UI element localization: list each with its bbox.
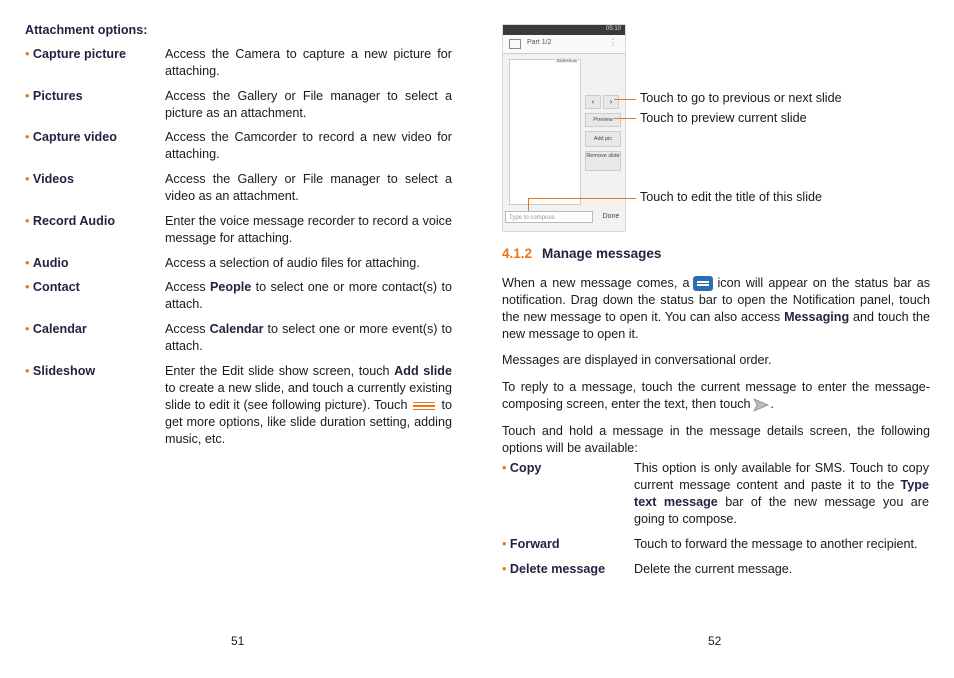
desc-videos: Access the Gallery or File manager to select a video as an attachment.	[165, 172, 452, 203]
compose-input[interactable]: Type to compose	[505, 211, 593, 223]
message-icon	[509, 39, 521, 49]
done-button[interactable]: Done	[602, 213, 620, 220]
paragraph-conversational: Messages are displayed in conversational order.	[502, 353, 772, 367]
callout-line	[614, 99, 636, 100]
message-icon	[693, 276, 713, 291]
page-number: 51	[231, 634, 245, 648]
overflow-menu-icon[interactable]: ⋮	[609, 38, 617, 47]
add-pic-button[interactable]: Add pic	[585, 131, 621, 147]
term-contact: Contact	[32, 280, 80, 294]
paragraph-new-message: When a new message comes, a icon will appear on the status bar as notification. Drag down the status bar to open the Notification panel, touch the new message to open it. You can also access Messaging and touch the new message to open it.	[502, 276, 931, 341]
preview-button[interactable]: Preview	[585, 113, 621, 127]
desc-contact: Access People to select one or more contact(s) to attach.	[165, 280, 452, 311]
term-calendar: Calendar	[32, 322, 87, 336]
desc-record-audio: Enter the voice message recorder to record a voice message for attaching.	[165, 214, 452, 245]
status-bar	[503, 25, 625, 35]
term-pictures: Pictures	[32, 89, 83, 103]
remove-slide-button[interactable]: Remove slide	[585, 151, 621, 171]
menu-icon	[413, 401, 435, 411]
desc-delete-message: Delete the current message.	[634, 562, 793, 576]
desc-pictures: Access the Gallery or File manager to select a picture as an attachment.	[165, 89, 452, 120]
phone-titlebar	[503, 35, 625, 54]
previous-slide-button[interactable]: ‹	[585, 95, 601, 109]
desc-audio: Access a selection of audio files for attaching.	[165, 256, 420, 270]
status-time: 05:10	[605, 26, 621, 32]
term-forward: Forward	[509, 537, 560, 551]
callout-line	[528, 198, 636, 199]
term-delete-message: Delete message	[509, 562, 606, 576]
desc-copy: This option is only available for SMS. Touch to copy current message content and paste it to the Type text message bar of the new message you are going to compose.	[634, 461, 929, 526]
desc-calendar: Access Calendar to select one or more event(s) to attach.	[165, 322, 453, 353]
callout-line	[614, 118, 636, 119]
term-slideshow: Slideshow	[32, 364, 96, 378]
term-capture-video: Capture video	[32, 130, 117, 144]
callout-edit-title: Touch to edit the title of this slide	[640, 190, 823, 204]
term-capture-picture: Capture picture	[32, 47, 126, 61]
send-icon	[753, 398, 769, 412]
slide-preview[interactable]	[509, 59, 581, 205]
desc-capture-video: Access the Camcorder to record a new video for attaching.	[165, 130, 452, 161]
phone-title: Part 1/2	[527, 39, 552, 46]
term-record-audio: Record Audio	[32, 214, 116, 228]
next-slide-button[interactable]: ›	[603, 95, 619, 109]
slide-label: Slideshow	[556, 58, 577, 63]
callout-preview: Touch to preview current slide	[640, 111, 807, 125]
callout-line	[528, 198, 529, 211]
callout-prev-next: Touch to go to previous or next slide	[640, 91, 842, 105]
desc-forward: Touch to forward the message to another recipient.	[634, 537, 918, 551]
desc-capture-picture: Access the Camera to capture a new picture for attaching.	[165, 47, 452, 78]
term-copy: Copy	[509, 461, 542, 475]
phone-screenshot	[502, 24, 626, 232]
page-number: 52	[708, 634, 722, 648]
paragraph-options: Touch and hold a message in the message details screen, the following options will be available:	[502, 424, 930, 455]
attachment-options-heading: Attachment options:	[25, 23, 148, 37]
term-audio: Audio	[32, 256, 69, 270]
desc-slideshow: Enter the Edit slide show screen, touch Add slide to create a new slide, and touch a currently existing slide to edit it (see following picture). Touch to get more options, like slide duration setting, adding music, etc.	[165, 364, 452, 446]
term-videos: Videos	[32, 172, 74, 186]
paragraph-reply: To reply to a message, touch the current message to enter the message-composing screen, enter the text, then touch .	[502, 380, 930, 411]
section-title: 4.1.2 Manage messages	[502, 246, 662, 261]
